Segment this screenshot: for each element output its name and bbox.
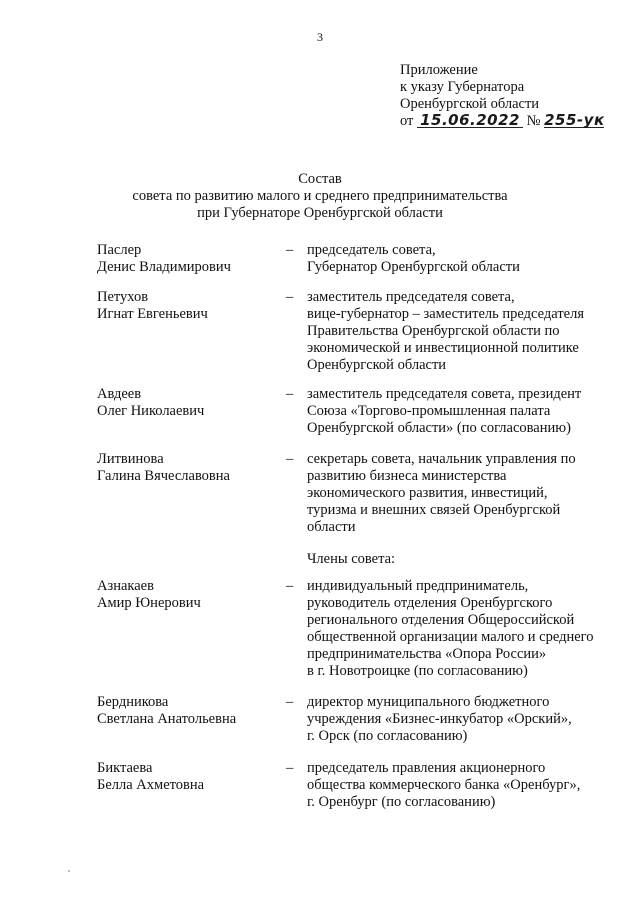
role-line: учреждения «Бизнес-инкубатор «Орский», xyxy=(307,711,572,727)
member-role xyxy=(307,242,607,276)
member-role xyxy=(307,451,607,536)
member-role xyxy=(307,578,607,680)
role-line: секретарь совета, начальник управления по xyxy=(307,451,576,467)
role-line: предпринимательства «Опора России» xyxy=(307,646,547,662)
appendix-block xyxy=(400,62,604,130)
date-prefix: от xyxy=(400,113,414,129)
role-line: Оренбургской области» (по согласованию) xyxy=(307,420,571,436)
member-given-name: Олег Николаевич xyxy=(97,403,205,419)
scan-speck xyxy=(68,870,70,872)
member-given-name: Галина Вячеславовна xyxy=(97,468,230,484)
member-role xyxy=(307,760,607,811)
role-line: области xyxy=(307,519,356,535)
title-line-2: совета по развитию малого и среднего предпринимательства xyxy=(132,188,508,204)
role-line: Союза «Торгово-промышленная палата xyxy=(307,403,551,419)
title-line-1: Состав xyxy=(298,171,342,187)
handwritten-date: 15.06.2022 xyxy=(417,113,523,128)
appendix-date-number xyxy=(400,113,604,130)
role-line: председатель правления акционерного xyxy=(307,760,546,776)
dash: – xyxy=(286,694,294,710)
role-line: Правительства Оренбургской области по xyxy=(307,323,560,339)
dash: – xyxy=(286,242,294,258)
role-line: экономического развития, инвестиций, xyxy=(307,485,548,501)
role-line: заместитель председателя совета, президент xyxy=(307,386,582,402)
title-line-3: при Губернаторе Оренбургской области xyxy=(197,205,443,221)
member-name xyxy=(97,451,277,485)
member-role xyxy=(307,289,607,374)
role-line: Губернатор Оренбургской области xyxy=(307,259,520,275)
member-surname: Бердникова xyxy=(97,694,169,710)
role-line: развитию бизнеса министерства xyxy=(307,468,507,484)
member-name xyxy=(97,760,277,794)
dash: – xyxy=(286,760,294,776)
member-given-name: Светлана Анатольевна xyxy=(97,711,237,727)
appendix-title: Приложение xyxy=(400,62,478,78)
member-role xyxy=(307,694,607,745)
role-line: вице-губернатор – заместитель председателя xyxy=(307,306,584,322)
member-surname: Петухов xyxy=(97,289,149,305)
member-surname: Паслер xyxy=(97,242,142,258)
role-line: Оренбургской области xyxy=(307,357,447,373)
role-line: туризма и внешних связей Оренбургской xyxy=(307,502,561,518)
role-line: г. Оренбург (по согласованию) xyxy=(307,794,496,810)
dash: – xyxy=(286,451,294,467)
role-line: общественной организации малого и среднего xyxy=(307,629,594,645)
role-line: регионального отделения Общероссийской xyxy=(307,612,575,628)
page-number: 3 xyxy=(317,30,323,44)
member-name xyxy=(97,694,277,728)
role-line: председатель совета, xyxy=(307,242,436,258)
dash: – xyxy=(286,578,294,594)
role-line: директор муниципального бюджетного xyxy=(307,694,550,710)
members-heading: Члены совета: xyxy=(307,551,396,567)
member-name xyxy=(97,242,277,276)
role-line: заместитель председателя совета, xyxy=(307,289,515,305)
appendix-region: Оренбургской области xyxy=(400,96,540,112)
number-prefix: № xyxy=(526,113,541,129)
member-surname: Авдеев xyxy=(97,386,142,402)
document-title xyxy=(0,171,640,222)
dash: – xyxy=(286,289,294,305)
member-given-name: Денис Владимирович xyxy=(97,259,231,275)
member-role xyxy=(307,386,607,437)
role-line: индивидуальный предприниматель, xyxy=(307,578,529,594)
member-surname: Азнакаев xyxy=(97,578,154,594)
member-name xyxy=(97,386,277,420)
member-given-name: Амир Юнерович xyxy=(97,595,201,611)
member-surname: Литвинова xyxy=(97,451,164,467)
member-name xyxy=(97,289,277,323)
member-given-name: Игнат Евгеньевич xyxy=(97,306,208,322)
dash: – xyxy=(286,386,294,402)
role-line: общества коммерческого банка «Оренбург», xyxy=(307,777,581,793)
role-line: экономической и инвестиционной политике xyxy=(307,340,579,356)
member-given-name: Белла Ахметовна xyxy=(97,777,205,793)
member-name xyxy=(97,578,277,612)
role-line: г. Орск (по согласованию) xyxy=(307,728,468,744)
role-line: в г. Новотроицке (по согласованию) xyxy=(307,663,528,679)
appendix-decree-ref: к указу Губернатора xyxy=(400,79,525,95)
handwritten-number: 255-ук xyxy=(544,111,605,129)
member-surname: Биктаева xyxy=(97,760,153,776)
role-line: руководитель отделения Оренбургского xyxy=(307,595,553,611)
